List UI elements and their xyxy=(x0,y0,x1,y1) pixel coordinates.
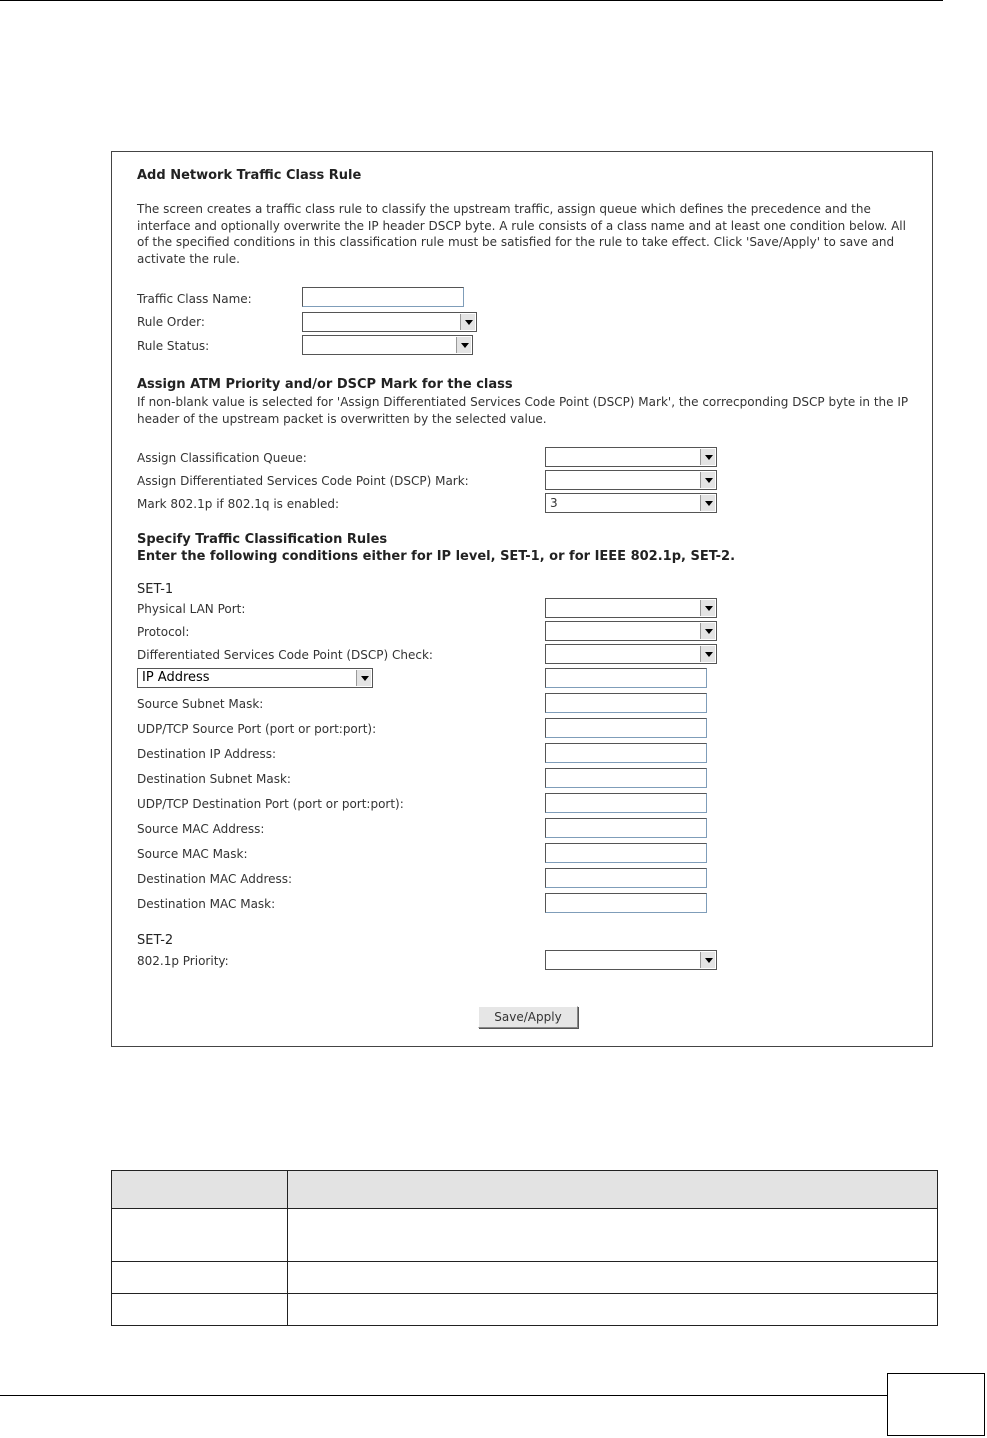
priority-8021p-label: 802.1p Priority: xyxy=(137,954,229,968)
table-cell xyxy=(288,1171,938,1209)
mark-8021p-select[interactable] xyxy=(545,493,717,513)
protocol-select[interactable] xyxy=(545,621,717,641)
header-rule xyxy=(0,0,943,1)
rule-order-label: Rule Order: xyxy=(137,315,205,329)
destination-subnet-mask-label: Destination Subnet Mask: xyxy=(137,772,291,786)
set2-title: SET-2 xyxy=(137,933,174,948)
table-row xyxy=(112,1209,938,1262)
chevron-down-icon xyxy=(700,623,715,639)
chevron-down-icon xyxy=(700,449,715,465)
destination-port-input[interactable] xyxy=(545,793,707,813)
chevron-down-icon xyxy=(456,337,471,353)
page-number-box xyxy=(887,1373,985,1436)
chevron-down-icon xyxy=(700,600,715,616)
set1-title: SET-1 xyxy=(137,582,174,597)
classification-queue-select[interactable] xyxy=(545,447,717,467)
table-row xyxy=(112,1294,938,1326)
rule-status-label: Rule Status: xyxy=(137,339,210,353)
source-mac-label: Source MAC Address: xyxy=(137,822,265,836)
destination-ip-input[interactable] xyxy=(545,743,707,763)
source-port-label: UDP/TCP Source Port (port or port:port): xyxy=(137,722,377,736)
source-subnet-mask-input[interactable] xyxy=(545,693,707,713)
table-cell xyxy=(112,1262,288,1294)
ip-type-value: IP Address xyxy=(142,670,210,685)
form-intro: The screen creates a traffic class rule to classify the upstream traffic, assign queue which defines the precedence and the interface and optionally overwrite the IP header DSCP byte. A rule consists of a class name and at least one condition below. All of the specified conditions in this classification rule must be satisfied for the rule to take effect. Click 'Save/Apply' to save and activate the rule. xyxy=(137,202,906,266)
protocol-label: Protocol: xyxy=(137,625,190,639)
dscp-mark-label: Assign Differentiated Services Code Point (DSCP) Mark: xyxy=(137,474,469,488)
table-cell xyxy=(288,1294,938,1326)
source-mac-mask-label: Source MAC Mask: xyxy=(137,847,248,861)
source-port-input[interactable] xyxy=(545,718,707,738)
mark-8021p-value: 3 xyxy=(550,496,558,510)
assign-heading: Assign ATM Priority and/or DSCP Mark for the class xyxy=(137,377,513,392)
table-row xyxy=(112,1171,938,1209)
rule-status-select[interactable] xyxy=(302,335,473,355)
save-apply-button[interactable]: Save/Apply xyxy=(478,1006,578,1028)
ip-type-select[interactable] xyxy=(137,668,373,688)
classification-queue-label: Assign Classification Queue: xyxy=(137,451,307,465)
form-title: Add Network Traffic Class Rule xyxy=(137,168,362,183)
table-cell xyxy=(112,1171,288,1209)
description-table xyxy=(111,1170,938,1326)
mark-8021p-label: Mark 802.1p if 802.1q is enabled: xyxy=(137,497,340,511)
chevron-down-icon xyxy=(700,495,715,511)
chevron-down-icon xyxy=(700,646,715,662)
chevron-down-icon xyxy=(700,472,715,488)
dscp-check-select[interactable] xyxy=(545,644,717,664)
rules-subheading: Enter the following conditions either for IP level, SET-1, or for IEEE 802.1p, SET-2. xyxy=(137,549,736,564)
source-subnet-mask-label: Source Subnet Mask: xyxy=(137,697,264,711)
destination-mac-mask-input[interactable] xyxy=(545,893,707,913)
chevron-down-icon xyxy=(460,314,475,330)
rule-order-select[interactable] xyxy=(302,312,477,332)
destination-mac-label: Destination MAC Address: xyxy=(137,872,293,886)
destination-subnet-mask-input[interactable] xyxy=(545,768,707,788)
traffic-class-name-label: Traffic Class Name: xyxy=(137,292,252,306)
destination-mac-mask-label: Destination MAC Mask: xyxy=(137,897,276,911)
chevron-down-icon xyxy=(356,670,371,686)
destination-port-label: UDP/TCP Destination Port (port or port:port): xyxy=(137,797,404,811)
destination-mac-input[interactable] xyxy=(545,868,707,888)
physical-lan-port-select[interactable] xyxy=(545,598,717,618)
priority-8021p-select[interactable] xyxy=(545,950,717,970)
source-ip-input[interactable] xyxy=(545,668,707,688)
rules-heading: Specify Traffic Classification Rules xyxy=(137,532,388,547)
traffic-class-rule-panel xyxy=(111,151,933,1047)
dscp-check-label: Differentiated Services Code Point (DSCP) Check: xyxy=(137,648,433,662)
table-cell xyxy=(112,1294,288,1326)
destination-ip-label: Destination IP Address: xyxy=(137,747,277,761)
footer-rule xyxy=(0,1395,887,1396)
table-cell xyxy=(288,1262,938,1294)
assign-description: If non-blank value is selected for 'Assign Differentiated Services Code Point (DSCP) Mark', the correcponding DSCP byte in the IP header of the upstream packet is overwritten by the selected value. xyxy=(137,395,909,426)
table-row xyxy=(112,1262,938,1294)
traffic-class-name-input[interactable] xyxy=(302,287,464,307)
table-cell xyxy=(112,1209,288,1262)
source-mac-mask-input[interactable] xyxy=(545,843,707,863)
dscp-mark-select[interactable] xyxy=(545,470,717,490)
table-cell xyxy=(288,1209,938,1262)
source-mac-input[interactable] xyxy=(545,818,707,838)
chevron-down-icon xyxy=(700,952,715,968)
physical-lan-port-label: Physical LAN Port: xyxy=(137,602,246,616)
